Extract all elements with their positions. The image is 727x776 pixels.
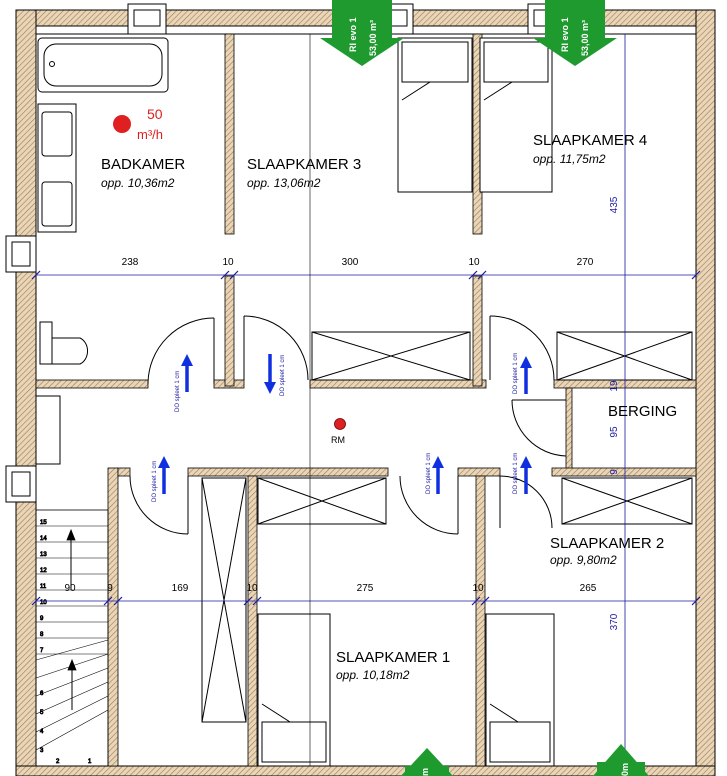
- room-name-slaapkamer-1: SLAAPKAMER 1: [336, 649, 451, 666]
- dim-upper-2: 10: [222, 257, 234, 268]
- stair-step-number: 8: [40, 632, 44, 638]
- stair-step-number: 1: [88, 759, 92, 765]
- airflow-arrow-5: [426, 453, 444, 494]
- stair-step-number: 12: [40, 568, 47, 574]
- dim-vertical-2: 19: [609, 380, 620, 392]
- door-gap-label-3: DO spleet 1 cm: [513, 352, 519, 394]
- room-name-berging: BERGING: [608, 403, 678, 420]
- dim-upper-4: 10: [468, 257, 480, 268]
- room-area-slaapkamer-4: opp. 11,75m2: [533, 152, 606, 166]
- room-area-slaapkamer-1: opp. 10,18m2: [336, 668, 410, 682]
- extraction-point: [113, 106, 163, 142]
- dim-lower-6: 10: [472, 583, 484, 594]
- dim-vertical-3: 95: [609, 426, 620, 438]
- vent-unit-4: [593, 744, 649, 776]
- airflow-arrow-1: [175, 354, 193, 412]
- vent-unit-3-line1: m: [420, 767, 430, 776]
- room-name-badkamer: BADKAMER: [101, 156, 186, 173]
- stair-step-number: 15: [40, 520, 47, 526]
- stair-step-number: 10: [40, 600, 47, 606]
- stair-step-number: 4: [40, 729, 44, 735]
- sensor-label: RM: [331, 435, 345, 445]
- airflow-arrow-4: [152, 456, 170, 502]
- dim-lower-3: 169: [171, 583, 189, 594]
- stair-step-number: 14: [40, 536, 47, 542]
- vent-unit-2-line2: 53,00 m³: [580, 19, 590, 56]
- toilet: [40, 322, 52, 364]
- room-area-slaapkamer-2: opp. 9,80m2: [550, 553, 617, 567]
- extraction-marker: [113, 115, 131, 133]
- stair-step-number: 6: [40, 691, 44, 697]
- room-name-slaapkamer-4: SLAAPKAMER 4: [533, 132, 648, 149]
- dim-vertical-5: 370: [609, 613, 620, 631]
- room-name-slaapkamer-2: SLAAPKAMER 2: [550, 535, 665, 552]
- stair-step-number: 11: [40, 584, 47, 590]
- door-gap-label-6: DO spleet 1 cm: [513, 452, 519, 494]
- wardrobe-slaapkamer-2: [562, 478, 692, 524]
- sensor-marker: [335, 419, 346, 430]
- dim-lower-5: 275: [356, 583, 374, 594]
- vent-unit-1-line1: RI evo 1: [348, 17, 358, 52]
- room-area-badkamer: opp. 10,36m2: [101, 176, 175, 190]
- dimension-labels-lower: [64, 583, 596, 594]
- room-area-slaapkamer-3: opp. 13,06m2: [247, 176, 321, 190]
- extraction-flow-unit: m³/h: [137, 127, 163, 142]
- stair-step-number: 3: [40, 748, 44, 754]
- dimension-labels-upper: [122, 257, 594, 268]
- dim-upper-3: 300: [341, 257, 359, 268]
- stair-step-number: 2: [56, 759, 60, 765]
- door-gap-label-4: DO spleet 1 cm: [152, 460, 158, 502]
- vent-unit-2-line1: RI evo 1: [560, 17, 570, 52]
- dim-upper-1: 238: [121, 257, 139, 268]
- stair-step-number: 7: [40, 648, 44, 654]
- dim-upper-5: 270: [576, 257, 594, 268]
- dim-lower-4: 10: [246, 583, 258, 594]
- extraction-flow-value: 50: [147, 106, 163, 122]
- attic-hatch: [202, 478, 246, 722]
- airflow-arrow-3: [513, 353, 532, 394]
- dim-lower-2: 9: [107, 583, 113, 594]
- wardrobe-slaapkamer-1: [258, 478, 386, 524]
- stair-step-number: 13: [40, 552, 47, 558]
- vent-unit-1: [320, 0, 404, 66]
- staircase: [36, 510, 108, 766]
- door-gap-label-2: DO spleet 1 cm: [280, 354, 286, 396]
- room-sensor: [331, 419, 346, 446]
- wardrobe-slaapkamer-3: [312, 332, 470, 380]
- airflow-arrow-6: [513, 453, 532, 494]
- room-labels: [101, 132, 677, 682]
- stair-step-number: 5: [40, 710, 44, 716]
- door-gap-label-5: DO spleet 1 cm: [426, 452, 432, 494]
- airflow-arrow-2: [264, 354, 286, 396]
- vent-unit-3: [401, 748, 453, 776]
- door-gap-label-1: DO spleet 1 cm: [175, 370, 181, 412]
- dim-lower-1: 90: [64, 583, 76, 594]
- vent-unit-4-line1: 0m: [620, 762, 630, 776]
- dim-vertical-1: 435: [609, 196, 620, 214]
- dim-lower-7: 265: [579, 583, 597, 594]
- stair-step-number: 9: [40, 616, 44, 622]
- room-name-slaapkamer-3: SLAAPKAMER 3: [247, 156, 362, 173]
- dim-vertical-4: 9: [609, 469, 620, 475]
- vent-unit-1-line2: 53,00 m³: [368, 19, 378, 56]
- wardrobe-berging: [557, 332, 692, 380]
